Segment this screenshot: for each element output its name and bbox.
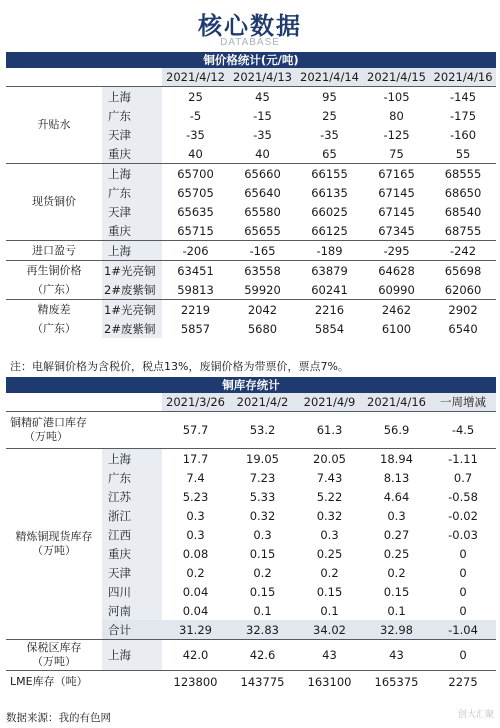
region-label: 河南 [102,601,162,620]
cell: 45 [255,89,270,104]
table-row [6,412,496,449]
cell: -4.5 [451,423,475,437]
cell: -0.02 [448,508,478,523]
cell: 68540 [444,204,482,219]
cell: 2275 [448,675,478,689]
cell: 0 [459,584,467,599]
cell: 20.05 [313,451,346,466]
cell: 0.25 [383,546,410,561]
cell: 165375 [374,675,419,689]
date-header: 2021/4/16 [430,68,496,87]
cell: 75 [389,146,404,161]
cell: -242 [449,243,477,258]
category-label: 精废差 [37,302,71,316]
region-label: 2#废紫铜 [102,319,162,338]
cell: 56.9 [383,423,410,437]
cell: 66155 [311,166,348,181]
table-row [6,319,496,338]
cell: 61.3 [316,423,343,437]
cell: 67345 [378,223,415,238]
date-header: 2021/4/9 [296,393,363,412]
price-table [6,52,496,338]
cell: -0.58 [448,489,478,504]
cell: 63558 [244,263,281,278]
cell: 65705 [177,185,214,200]
category-label: 升贴水 [37,118,71,131]
region-label: 2#废紫铜 [102,280,162,300]
cell: -295 [383,243,410,258]
cell: 65698 [444,263,482,278]
cell: 66135 [311,185,348,200]
cell: 55 [455,146,471,161]
region-label: 合计 [102,620,162,640]
cell: 0.3 [320,527,339,542]
date-header: 2021/4/12 [162,68,229,87]
cell: 0.2 [186,565,205,580]
cell: -0.03 [448,527,478,542]
table-row [6,671,496,694]
cell: 65700 [177,166,214,181]
region-label: 江苏 [102,487,162,506]
cell: -1.04 [430,620,496,640]
cell: 68650 [444,185,482,200]
cell: 0.1 [253,603,272,618]
cell: -175 [449,108,477,123]
region-label: 1#光亮铜 [102,261,162,281]
cell: 60990 [378,282,415,297]
cell: 64628 [378,263,415,278]
cell: 5.22 [316,489,343,504]
cell: 18.94 [380,451,413,466]
region-label: 天津 [102,563,162,582]
cell: 5680 [247,321,278,336]
cell: 68555 [444,166,482,181]
cell: -105 [383,89,410,104]
date-header: 2021/3/26 [162,393,229,412]
cell: 53.2 [249,423,276,437]
cell: 43 [389,648,404,662]
cell: 0.2 [320,565,339,580]
region-label: 重庆 [102,144,162,164]
cell: 0.27 [383,527,410,542]
cell: -160 [449,127,477,142]
cell: 95 [322,89,337,104]
cell: 0.2 [387,565,406,580]
region-label: 江西 [102,525,162,544]
category-label-line2: （万吨） [32,655,76,668]
cell: 5857 [180,321,211,336]
category-label-line2: （万吨） [32,544,76,557]
cell: 17.7 [182,451,209,466]
cell: -35 [253,127,272,142]
cell: 2216 [314,302,345,317]
cell: 19.05 [246,451,279,466]
cell: 65640 [244,185,281,200]
cell: -5 [189,108,202,123]
cell: 0.3 [186,527,205,542]
cell: 65635 [177,204,214,219]
region-label: 1#光亮铜 [102,300,162,320]
cell: 68755 [444,223,482,238]
table-row [6,241,496,261]
category-label: 进口盈亏 [32,243,76,257]
page-subtitle: DATABASE [220,37,280,48]
category-label-line1: 精炼铜现货库存 [15,530,93,543]
cell: 2902 [448,302,478,317]
cell: 7.4 [186,470,205,485]
page-title: 核心数据 [198,12,302,40]
cell: -206 [182,243,209,258]
category-label-line1: 铜精矿港口库存 [10,416,87,429]
region-label: 上海 [102,640,162,671]
cell: 163100 [307,675,352,689]
cell: 2219 [180,302,211,317]
cell: 0.3 [387,508,406,523]
cell: 65715 [177,223,214,238]
region-label: 上海 [102,164,162,184]
cell: 2462 [381,302,412,317]
category-label: LME库存（吨） [10,675,88,688]
inventory-table-title: 铜库存统计 [6,377,496,393]
cell: 5.33 [249,489,276,504]
watermark-logo: 创大汇聚 [457,710,494,720]
cell: -165 [249,243,276,258]
category-label [6,449,102,640]
cell: 66025 [311,204,348,219]
category-label [6,640,102,671]
category-sublabel: （广东） [32,282,76,296]
cell: 0.3 [253,527,272,542]
region-label: 天津 [102,125,162,144]
cell: 0.1 [320,603,339,618]
cell: 143775 [240,675,285,689]
region-label: 重庆 [102,221,162,241]
region-label: 上海 [102,241,162,261]
cell: -189 [316,243,343,258]
cell: 65660 [244,166,281,181]
cell: 80 [389,108,404,123]
table-row [6,640,496,671]
date-header: 2021/4/15 [363,68,430,87]
cell: 66125 [311,223,348,238]
cell: 40 [255,146,270,161]
cell: 0 [459,546,467,561]
cell: 32.98 [363,620,430,640]
price-table-title: 铜价格统计(元/吨) [6,52,496,68]
cell: 57.7 [182,423,209,437]
region-label: 上海 [102,449,162,469]
cell: 67165 [378,166,415,181]
cell: -15 [253,108,272,123]
cell: 7.23 [249,470,276,485]
cell: 60241 [311,282,348,297]
table-row [6,300,496,320]
cell: 123800 [173,675,218,689]
date-header: 2021/4/2 [229,393,296,412]
cell: 7.43 [316,470,343,485]
cell: 0.04 [182,584,209,599]
category-label-line1: 保税区库存 [26,641,82,654]
category-label [6,412,162,449]
cell: 0.2 [253,565,272,580]
cell: 0 [459,603,467,618]
category-sublabel: （广东） [32,321,76,335]
cell: 6100 [381,321,412,336]
data-source: 数据来源：我的有色网 [6,712,111,724]
cell: 63451 [177,263,214,278]
region-label: 广东 [102,468,162,487]
cell: 0.25 [316,546,343,561]
cell: -35 [320,127,339,142]
region-label: 上海 [102,87,162,107]
change-header: 一周增减 [430,393,496,412]
region-label: 四川 [102,582,162,601]
cell: 0.3 [186,508,205,523]
cell: 67145 [378,204,415,219]
cell: 31.29 [162,620,229,640]
price-note: 注：电解铜价格为含税价，税点13%，废铜价格为带票价，票点7%。 [10,360,349,373]
cell: -35 [186,127,205,142]
cell: 5.23 [182,489,209,504]
cell: 59920 [244,282,281,297]
cell: 25 [322,108,337,123]
region-label: 重庆 [102,544,162,563]
cell: 4.64 [383,489,410,504]
cell: 0.15 [316,584,343,599]
cell: 0 [459,648,467,662]
cell: 0 [459,565,467,580]
category-label: 再生铜价格 [26,263,82,277]
cell: 65655 [244,223,281,238]
cell: 0.08 [182,546,209,561]
cell: 8.13 [383,470,410,485]
region-label: 天津 [102,202,162,221]
cell: 34.02 [296,620,363,640]
cell: 25 [188,89,203,104]
cell: 62060 [444,282,482,297]
cell: -125 [383,127,410,142]
cell: 32.83 [229,620,296,640]
cell: 42.0 [182,648,209,662]
cell: 43 [322,648,337,662]
table-row [6,280,496,300]
table-row [6,449,496,469]
table-row [6,87,496,107]
cell: 5854 [314,321,345,336]
cell: 65 [322,146,337,161]
region-label: 浙江 [102,506,162,525]
cell: 0.15 [383,584,410,599]
cell: 67145 [378,185,415,200]
cell: -1.11 [448,451,478,466]
cell: 0.04 [182,603,209,618]
cell: 0.32 [316,508,343,523]
date-header: 2021/4/13 [229,68,296,87]
cell: 6540 [448,321,478,336]
category-label: 现货铜价 [32,195,76,208]
region-label: 广东 [102,183,162,202]
cell: 42.6 [249,648,276,662]
cell: 2042 [247,302,278,317]
cell: 65580 [244,204,281,219]
cell: -145 [449,89,477,104]
cell: 40 [188,146,203,161]
cell: 63879 [311,263,348,278]
date-header: 2021/4/16 [363,393,430,412]
category-label-line2: （万吨） [24,430,68,443]
cell: 0.32 [249,508,276,523]
inventory-table [6,377,496,693]
cell: 0.7 [453,470,473,485]
date-header: 2021/4/14 [296,68,363,87]
table-row [6,261,496,281]
table-row [6,164,496,184]
cell: 0.15 [249,546,276,561]
cell: 59813 [177,282,214,297]
cell: 0.1 [387,603,406,618]
region-label: 广东 [102,106,162,125]
cell: 0.15 [249,584,276,599]
